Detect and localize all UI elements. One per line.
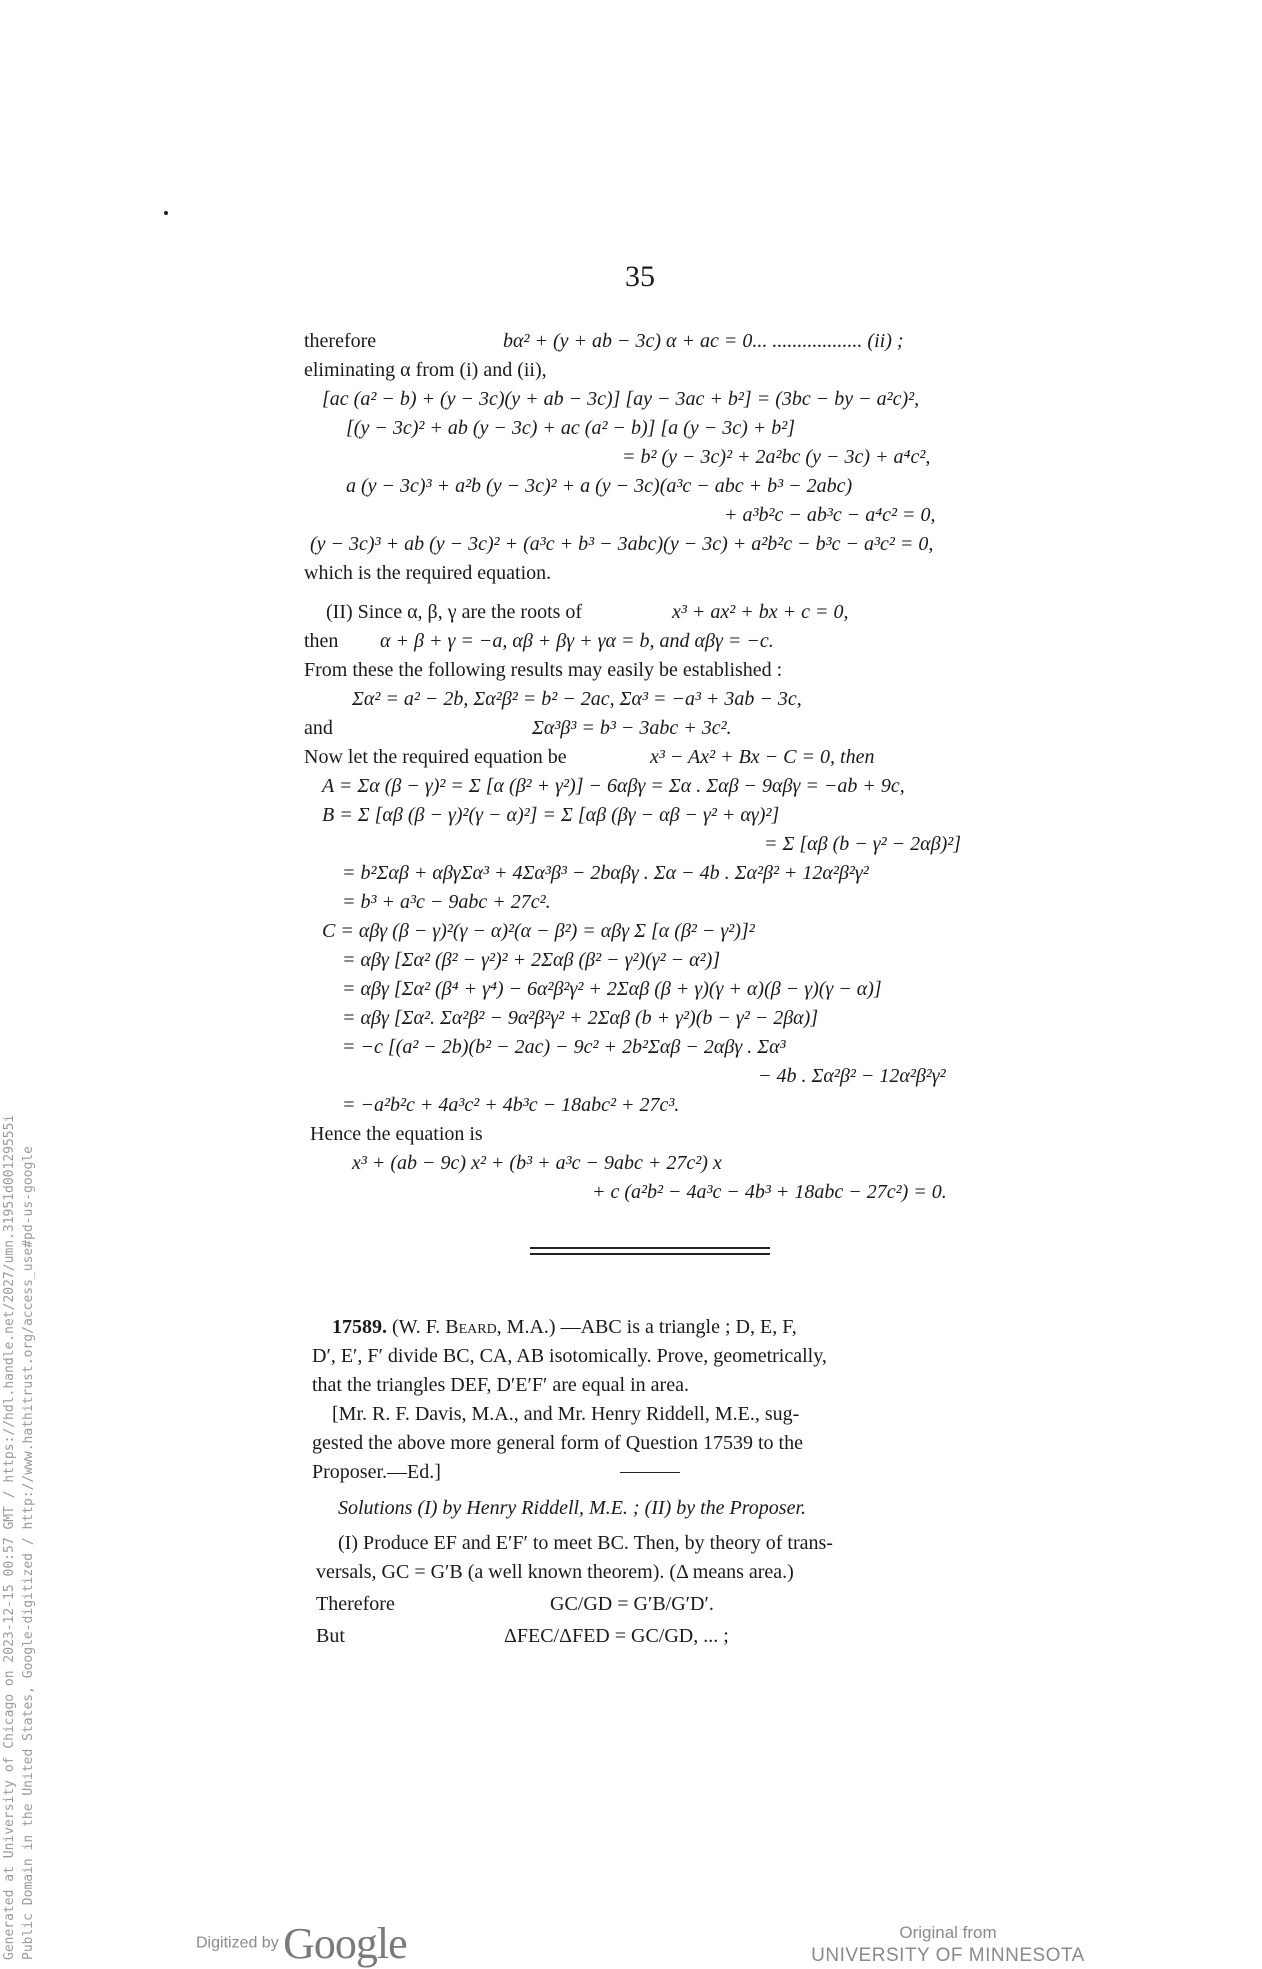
from-these-line: From these the following results may easily be established : xyxy=(304,659,783,681)
question-text-3: that the triangles DEF, D′E′F′ are equal in area. xyxy=(312,1374,689,1396)
google-logo: Google xyxy=(283,1919,407,1968)
C-equation-5: = −c [(a² − 2b)(b² − 2ac) − 9c² + 2b²Σαβ − 2αβγ . Σα³ xyxy=(342,1036,786,1058)
separator-rule-top xyxy=(530,1247,770,1249)
symmetric-sums-1: Σα² = a² − 2b, Σα²β² = b² − 2ac, Σα³ = −a³ + 3ab − 3c, xyxy=(352,688,802,710)
then-label: then xyxy=(304,630,339,652)
B-equation-2: = Σ [αβ (b − γ² − 2αβ)²] xyxy=(764,833,962,855)
C-equation-4: = αβγ [Σα². Σα²β² − 9α²β²γ² + 2Σαβ (b + γ²)(b − γ² − 2βα)] xyxy=(342,1007,819,1029)
page-number: 35 xyxy=(625,260,655,293)
eliminant-line-2: [(y − 3c)² + ab (y − 3c) + ac (a² − b)] [a (y − 3c) + b²] xyxy=(346,417,796,439)
therefore-label-2: Therefore xyxy=(316,1593,395,1615)
required-equation-line: which is the required equation. xyxy=(304,562,552,584)
solution-text-1: (I) Produce EF and E′F′ to meet BC. Then, by theory of trans- xyxy=(338,1532,833,1554)
C-equation-3: = αβγ [Σα² (β⁴ + γ⁴) − 6α²β²γ² + 2Σαβ (β + γ)(γ + α)(β − γ)(γ − α)] xyxy=(342,978,882,1000)
institution-name: UNIVERSITY OF MINNESOTA xyxy=(811,1945,1085,1966)
provenance-line-1: Generated at University of Chicago on 2023-12-15 00:57 GMT / https://hdl.handle.net/2027/umn.31951d00129555i xyxy=(2,1114,17,1960)
separator-rule-bottom xyxy=(530,1253,770,1255)
C-equation-1: C = αβγ (β − γ)²(γ − α)²(α − β²) = αβγ Σ [α (β² − γ²)]² xyxy=(322,920,755,942)
C-equation-2: = αβγ [Σα² (β² − γ²)² + 2Σαβ (β² − γ²)(γ² − α²)] xyxy=(342,949,721,971)
editor-note-2: gested the above more general form of Question 17539 to the xyxy=(312,1432,803,1454)
final-equation-2: + c (a²b² − 4a³c − 4b³ + 18abc − 27c²) = 0. xyxy=(592,1181,947,1203)
short-rule xyxy=(620,1472,680,1473)
eliminant-line-4: a (y − 3c)³ + a²b (y − 3c)² + a (y − 3c)(a³c − abc + b³ − 2abc) xyxy=(346,475,853,497)
symmetric-sums-2: Σα³β³ = b³ − 3abc + 3c². xyxy=(532,717,732,739)
since-line: (II) Since α, β, γ are the roots of xyxy=(326,601,583,623)
solution-text-2: versals, GC = G′B (a well known theorem). (Δ means area.) xyxy=(316,1561,794,1583)
editor-note-1: [Mr. R. F. Davis, M.A., and Mr. Henry Riddell, M.E., sug- xyxy=(332,1403,800,1425)
original-from-block xyxy=(808,1922,1088,1968)
but-label: But xyxy=(316,1625,345,1647)
final-equation-1: x³ + (ab − 9c) x² + (b³ + a³c − 9abc + 27c²) x xyxy=(352,1152,722,1174)
equation-ii: bα² + (y + ab − 3c) α + ac = 0... .................. (ii) ; xyxy=(503,330,904,352)
speck-mark xyxy=(164,211,168,215)
C-equation-7: = −a²b²c + 4a³c² + 4b³c − 18abc² + 27c³. xyxy=(342,1094,680,1116)
B-equation-1: B = Σ [αβ (β − γ)²(γ − α)²] = Σ [αβ (βγ − αβ − γ² + αγ)²] xyxy=(322,804,780,826)
provenance-watermark xyxy=(0,960,44,1960)
solutions-heading: Solutions (I) by Henry Riddell, M.E. ; (II) by the Proposer. xyxy=(338,1497,807,1519)
eliminant-line-1: [ac (a² − b) + (y − 3c)(y + ab − 3c)] [ay − 3ac + b²] = (3bc − by − a²c)², xyxy=(322,388,920,410)
eliminant-line-6: (y − 3c)³ + ab (y − 3c)² + (a³c + b³ − 3abc)(y − 3c) + a²b²c − b³c − a³c² = 0, xyxy=(310,533,934,555)
editor-note-3: Proposer.—Ed.] xyxy=(312,1461,441,1483)
eliminating-line: eliminating α from (i) and (ii), xyxy=(304,359,547,381)
digitized-by-google xyxy=(196,1918,407,1969)
question-heading xyxy=(332,1314,797,1340)
required-cubic: x³ − Ax² + Bx − C = 0, then xyxy=(650,746,875,768)
cubic-equation: x³ + ax² + bx + c = 0, xyxy=(672,601,849,623)
provenance-line-2: Public Domain in the United States, Google-digitized / http://www.hathitrust.org/access_use#pd-us-google xyxy=(21,1146,36,1960)
A-equation: A = Σα (β − γ)² = Σ [α (β² + γ²)] − 6αβγ = Σα . Σαβ − 9αβγ = −ab + 9c, xyxy=(322,775,905,797)
and-label: and xyxy=(304,717,333,739)
eliminant-line-5: + a³b²c − ab³c − a⁴c² = 0, xyxy=(724,504,936,526)
root-relations: α + β + γ = −a, αβ + βγ + γα = b, and αβγ = −c. xyxy=(380,630,774,652)
now-let-line: Now let the required equation be xyxy=(304,746,567,768)
eliminant-line-3: = b² (y − 3c)² + 2a²bc (y − 3c) + a⁴c², xyxy=(622,446,931,468)
question-text-2: D′, E′, F′ divide BC, CA, AB isotomically. Prove, geometrically, xyxy=(312,1345,827,1367)
C-equation-6: − 4b . Σα²β² − 12α²β²γ² xyxy=(758,1065,946,1087)
question-author: (W. F. Beard, M.A.) xyxy=(392,1316,556,1338)
hence-line: Hence the equation is xyxy=(310,1123,483,1145)
ratio-equation-2: ΔFEC/ΔFED = GC/GD, ... ; xyxy=(504,1625,729,1647)
question-number: 17589. xyxy=(332,1316,387,1338)
question-text-1: —ABC is a triangle ; D, E, F, xyxy=(560,1316,797,1338)
original-from-label: Original from xyxy=(899,1923,997,1942)
therefore-label: therefore xyxy=(304,330,377,352)
B-equation-4: = b³ + a³c − 9abc + 27c². xyxy=(342,891,551,913)
digitized-by-label: Digitized by xyxy=(196,1934,279,1952)
B-equation-3: = b²Σαβ + αβγΣα³ + 4Σα³β³ − 2bαβγ . Σα − 4b . Σα²β² + 12α²β²γ² xyxy=(342,862,869,884)
ratio-equation-1: GC/GD = G′B/G′D′. xyxy=(550,1593,714,1615)
